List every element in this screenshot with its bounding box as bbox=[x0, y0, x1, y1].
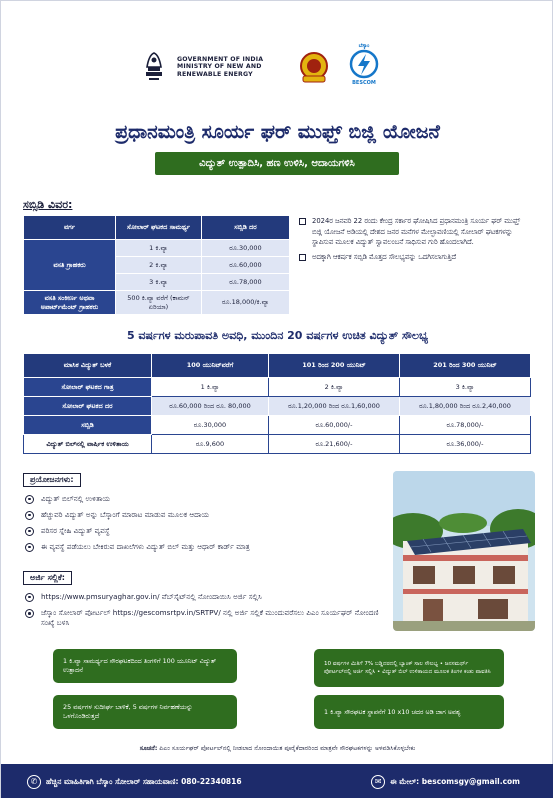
subsidy-capacity: 2 ಕಿ.ವ್ಯಾ bbox=[116, 257, 202, 274]
group-housing-label: ವಸತಿ ಸಂಕೀರ್ಣ ಅಥವಾ ಅಪಾರ್ಟ್‌ಮೆಂಟ್ ಗ್ರಾಹಕರು bbox=[24, 291, 116, 315]
square-bullet-icon bbox=[299, 218, 306, 225]
table-cell: 2 ಕಿ.ವ್ಯಾ bbox=[269, 378, 400, 397]
note bbox=[1, 745, 553, 753]
list-item bbox=[25, 523, 385, 539]
bescom-logo-icon bbox=[346, 49, 382, 79]
subsidy-table bbox=[23, 215, 290, 315]
scheme-description bbox=[299, 216, 531, 266]
description-text: 2024ರ ಜನವರಿ 22 ರಂದು ಕೇಂದ್ರ ಸರ್ಕಾರ ಘೋಷಿಸಿದ ಪ್ರಧಾನಮಂತ್ರಿ ಸೂರ್ಯ ಘರ್ ಮುಫ್ತ್ ಬಿಜ್ಲಿ ಯೋಜನೆ ಅಡಿಯಲ್ಲಿ ದೇಶದ ಜನರ ಮನೆಗಳ ಮೇಲ್ಛಾವಣಿಯಲ್ಲಿ ಸೋಲಾರ್ ಘಟಕಗಳನ್ನು ಸ್ಥಾಪಿಸುವ ಮೂಲಕ ವಿದ್ಯುತ್ ಸ್ವಾವಲಂಬನೆ ಸಾಧಿಸುವ ಗುರಿ ಹೊಂದಲಾಗಿದೆ. bbox=[312, 217, 521, 247]
benefit-text: ವಿದ್ಯುತ್ ಬಿಲ್‌ನಲ್ಲಿ ಉಳಿತಾಯ bbox=[41, 494, 111, 503]
list-item bbox=[25, 589, 380, 605]
benefits-list bbox=[25, 491, 385, 555]
info-box-generation: 1 ಕಿ.ವ್ಯಾ ಸಾಮರ್ಥ್ಯದ ಸೌರಘಟಕದಿಂದ ತಿಂಗಳಿಗೆ 100 ಯೂನಿಟ್ ವಿದ್ಯುತ್ ಉತ್ಪಾದನೆ bbox=[53, 649, 237, 683]
table-cell: ರೂ.1,80,000 ರಿಂದ ರೂ.2,40,000 bbox=[399, 397, 530, 416]
benefit-text: ಪರಿಸರ ಸ್ನೇಹಿ ವಿದ್ಯುತ್ ವ್ಯವಸ್ಥೆ bbox=[41, 526, 110, 535]
subsidy-col-capacity: ಸೋಲಾರ್ ಘಟಕದ ಸಾಮರ್ಥ್ಯ bbox=[116, 216, 202, 240]
apply-step-text[interactable]: https://www.pmsuryaghar.gov.in/ ವೆಬ್‌ಸೈಟ್‌ನಲ್ಲಿ ನೋಂದಾಯಿಸಿ ಅರ್ಜಿ ಸಲ್ಲಿಸಿ bbox=[41, 592, 262, 601]
karnataka-emblem-icon bbox=[297, 50, 331, 84]
info-box-lifespan: 25 ವರ್ಷಗಳ ಸುದೀರ್ಘ ಬಾಳಿಕೆ, 5 ವರ್ಷಗಳ ನಿರ್ವಹಣೆಯನ್ನು ಒಳಗೊಂಡಿರುತ್ತದೆ bbox=[53, 695, 237, 729]
subsidy-col-category: ವರ್ಗ bbox=[24, 216, 116, 240]
list-item bbox=[25, 539, 385, 555]
description-bullet bbox=[299, 252, 531, 263]
bullet-icon bbox=[25, 543, 34, 552]
subsidy-capacity: 1 ಕಿ.ವ್ಯಾ bbox=[116, 240, 202, 257]
email-text[interactable]: ಈ ಮೇಲ್: bescomsgy@gmail.com bbox=[390, 776, 520, 786]
payback-heading: 5 ವರ್ಷಗಳ ಮರುಪಾವತಿ ಅವಧಿ, ಮುಂದಿನ 20 ವರ್ಷಗಳ ಉಚಿತ ವಿದ್ಯುತ್ ಸೌಲಭ್ಯ bbox=[126, 329, 429, 342]
helpline-text[interactable]: ಹೆಚ್ಚಿನ ಮಾಹಿತಿಗಾಗಿ ಬೆಸ್ಕಾಂ ಸೋಲಾರ್ ಸಹಾಯವಾಣಿ: 080-22340816 bbox=[46, 776, 242, 786]
description-text: ಅದಕ್ಕಾಗಿ ಆಕರ್ಷಕ ಸಬ್ಸಿಡಿ ಮೊತ್ತದ ಸೌಲಭ್ಯವನ್ನು ಒದಗಿಸಲಾಗುತ್ತಿದೆ bbox=[312, 252, 457, 261]
table-cell: ರೂ.21,600/- bbox=[269, 435, 400, 454]
subsidy-heading: ಸಬ್ಸಿಡಿ ವಿವರ: bbox=[23, 198, 73, 211]
footer-bar bbox=[1, 764, 553, 798]
info-box-space: 1 ಕಿ.ವ್ಯಾ ಸೌರಘಟಕ ಸ್ಥಾಪನೆಗೆ 10 x10 ಚದರ ಅಡಿ ಜಾಗ ಅವಶ್ಯ bbox=[314, 695, 504, 729]
group-housing-rate: ರೂ.18,000/ಕಿ.ವ್ಯಾ bbox=[202, 291, 290, 315]
benefits-heading: ಪ್ರಯೋಜನಗಳು: bbox=[23, 473, 81, 487]
bescom-logo bbox=[343, 43, 385, 91]
bullet-icon bbox=[25, 609, 34, 618]
subsidy-rate: ರೂ.78,000 bbox=[202, 274, 290, 291]
note-label: ಸೂಚನೆ: bbox=[139, 745, 158, 752]
table-row bbox=[24, 435, 531, 454]
subsidy-capacity: 3 ಕಿ.ವ್ಯಾ bbox=[116, 274, 202, 291]
solar-house-photo bbox=[393, 471, 535, 631]
bullet-icon bbox=[25, 527, 34, 536]
consumption-table bbox=[23, 353, 531, 454]
apply-step-text[interactable]: ಜೆಸ್ಕಾಂ ಸೋಲಾರ್ ಪೋರ್ಟಲ್ https://gescomsrtpv.in/SRTPV/ ನಲ್ಲಿ ಅರ್ಜಿ ಸಲ್ಲಿಕೆ ಮುಂದುವರೆಸಲು ಪಿಎಂ ಸೂರ್ಯಘರ್ ನೋಂದಣಿ ಸಂಖ್ಯೆ ಬಳಸಿ bbox=[41, 608, 379, 627]
group-housing-capacity: 500 ಕಿ.ವ್ಯಾ ವರೆಗೆ (ಕಾಮನ್ ಏರಿಯಾ) bbox=[116, 291, 202, 315]
ministry-name: GOVERNMENT OF INDIA MINISTRY OF NEW AND RENEWABLE ENERGY bbox=[177, 55, 264, 78]
table-cell: ರೂ.1,20,000 ರಿಂದ ರೂ.1,60,000 bbox=[269, 397, 400, 416]
subsidy-rate: ರೂ.30,000 bbox=[202, 240, 290, 257]
table-cell: ರೂ.36,000/- bbox=[399, 435, 530, 454]
bullet-icon bbox=[25, 593, 34, 602]
list-item bbox=[25, 491, 385, 507]
bullet-icon bbox=[25, 511, 34, 520]
table-cell: ರೂ.78,000/- bbox=[399, 416, 530, 435]
square-bullet-icon bbox=[299, 254, 306, 261]
list-item bbox=[25, 605, 380, 631]
consumption-col-header: ಮಾಸಿಕ ವಿದ್ಯುತ್ ಬಳಕೆ bbox=[24, 354, 152, 378]
phone-icon: ✆ bbox=[27, 775, 41, 789]
row-label: ಸಬ್ಸಿಡಿ bbox=[24, 416, 152, 435]
apply-heading: ಅರ್ಜಿ ಸಲ್ಲಿಕೆ: bbox=[23, 571, 72, 585]
list-item bbox=[25, 507, 385, 523]
info-box-loan: 10 ವರ್ಷಗಳ ಮಿತಿಗೆ 7% ಬಡ್ಡಿದರದಲ್ಲಿ ಬ್ಯಾಂಕ್ ಸಾಲ ಸೌಲಭ್ಯ • ಜನಸಮರ್ಥ್ ಪೋರ್ಟಲ್‌ನಲ್ಲಿ ಅರ್ಜಿ ಸಲ್ಲಿಸಿ • ವಿದ್ಯುತ್ ಬಿಲ್ ಉಳಿತಾಯದ ಮೂಲಕ ತಿಂಗಳ ಕಂತು ಪಾವತಿಸಿ bbox=[314, 649, 504, 687]
note-text: ಪಿಎಂ ಸೂರ್ಯಘರ್ ಪೋರ್ಟಲ್‌ನಲ್ಲಿ ನೀಡಲಾದ ನೋಂದಾಯಿತ ಪೂರೈಕೆದಾರರಿಂದ ಮಾತ್ರವೇ ಸೌರಘಟಕಗಳನ್ನು ಅಳವಡಿಸಿಕೊಳ್ಳಬೇಕು bbox=[159, 745, 416, 752]
header bbox=[139, 41, 439, 93]
apply-list bbox=[25, 589, 380, 631]
row-label: ವಿದ್ಯುತ್ ಬಿಲ್‌ನಲ್ಲಿ ವಾರ್ಷಿಕ ಉಳಿತಾಯ bbox=[24, 435, 152, 454]
national-emblem-icon bbox=[139, 47, 169, 87]
bescom-logo-kannada: ಬೆಸ್ಕಾಂ bbox=[358, 43, 370, 49]
benefit-text: ಹೆಚ್ಚುವರಿ ವಿದ್ಯುತ್ ಅನ್ನು ಬೆಸ್ಕಾಂಗೆ ಮಾರಾಟ ಮಾಡುವ ಮೂಲಕ ಆದಾಯ bbox=[41, 510, 210, 519]
subsidy-col-rate: ಸಬ್ಸಿಡಿ ದರ bbox=[202, 216, 290, 240]
bescom-logo-english: BESCOM bbox=[352, 80, 376, 86]
table-row bbox=[24, 416, 531, 435]
table-cell: 1 ಕಿ.ವ್ಯಾ bbox=[152, 378, 269, 397]
table-cell: ರೂ.60,000 ರಿಂದ ರೂ. 80,000 bbox=[152, 397, 269, 416]
benefit-text: ಈ ವ್ಯವಸ್ಥೆ ಪಡೆಯಲು ಬೇಕಿರುವ ದಾಖಲೆಗಳು ವಿದ್ಯುತ್ ಬಿಲ್ ಮತ್ತು ಆಧಾರ್ ಕಾರ್ಡ್ ಮಾತ್ರ bbox=[41, 542, 250, 551]
table-cell: ರೂ.30,000 bbox=[152, 416, 269, 435]
consumption-col-header: 101 ರಿಂದ 200 ಯುನಿಟ್ bbox=[269, 354, 400, 378]
scheme-title: ಪ್ರಧಾನಮಂತ್ರಿ ಸೂರ್ಯ ಘರ್ ಮುಫ್ತ್ ಬಿಜ್ಲಿ ಯೋಜನೆ bbox=[115, 121, 440, 143]
table-cell: 3 ಕಿ.ವ್ಯಾ bbox=[399, 378, 530, 397]
row-label: ಸೋಲಾರ್ ಘಟಕದ ದರ bbox=[24, 397, 152, 416]
row-label: ಸೋಲಾರ್ ಘಟಕದ ಗಾತ್ರ bbox=[24, 378, 152, 397]
table-row bbox=[24, 397, 531, 416]
email-icon: ✉ bbox=[371, 775, 385, 789]
bullet-icon bbox=[25, 495, 34, 504]
consumption-col-header: 100 ಯುನಿಟ್‌ವರೆಗೆ bbox=[152, 354, 269, 378]
residential-label: ವಸತಿ ಗ್ರಾಹಕರು bbox=[24, 240, 116, 291]
table-row bbox=[24, 378, 531, 397]
tagline-banner: ವಿದ್ಯುತ್ ಉತ್ಪಾದಿಸಿ, ಹಣ ಉಳಿಸಿ, ಆದಾಯಗಳಿಸಿ bbox=[155, 152, 399, 175]
description-bullet bbox=[299, 216, 531, 248]
consumption-col-header: 201 ರಿಂದ 300 ಯುನಿಟ್ bbox=[399, 354, 530, 378]
subsidy-rate: ರೂ.60,000 bbox=[202, 257, 290, 274]
table-cell: ರೂ.9,600 bbox=[152, 435, 269, 454]
table-cell: ರೂ.60,000/- bbox=[269, 416, 400, 435]
